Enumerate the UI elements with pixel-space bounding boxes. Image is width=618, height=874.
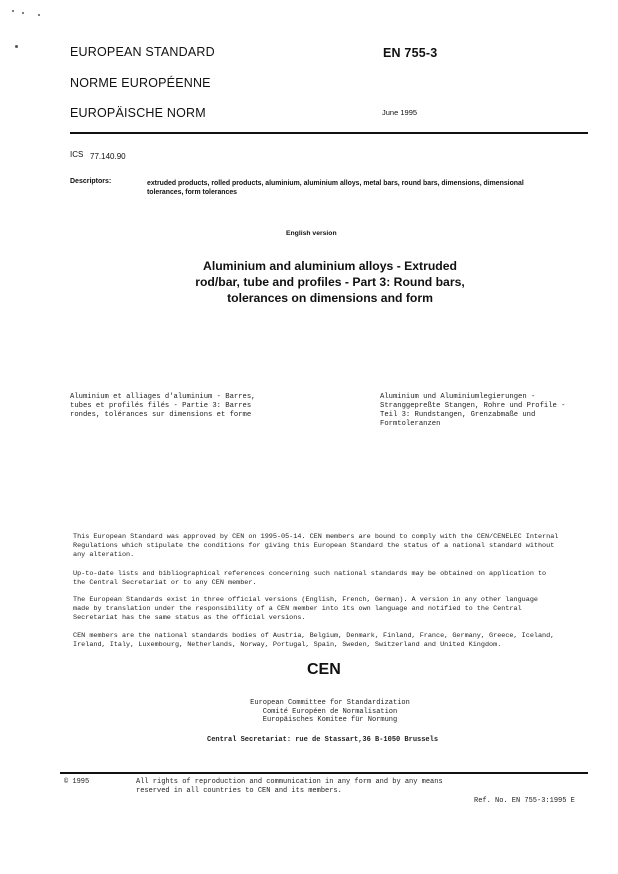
descriptors-label: Descriptors: xyxy=(70,178,112,185)
german-title xyxy=(380,393,590,429)
cen-name-de: Europäisches Komitee für Normung xyxy=(262,716,398,724)
paragraph-line: Up-to-date lists and bibliographical references concerning such national standards may be obtained on application to xyxy=(73,570,547,578)
paragraph-line: Ireland, Italy, Luxembourg, Netherlands, Norway, Portugal, Spain, Sweden, Switzerland and United Kingdom. xyxy=(73,641,502,649)
header-line-en: EUROPEAN STANDARD xyxy=(70,45,215,59)
paragraph-line: The European Standards exist in three official versions (English, French, German). A version in any other language xyxy=(73,596,538,604)
cen-name-fr: Comité Européen de Normalisation xyxy=(262,707,398,716)
header-line-de: EUROPÄISCHE NORM xyxy=(70,106,206,120)
french-title-line: rondes, tolérances sur dimensions et forme xyxy=(70,411,252,419)
descriptors-text xyxy=(147,179,592,197)
scan-speck xyxy=(22,12,24,14)
paragraph-line: CEN members are the national standards bodies of Austria, Belgium, Denmark, Finland, France, Germany, Greece, Iceland, xyxy=(73,632,555,640)
rights-statement xyxy=(136,778,443,796)
header-line-fr: NORME EUROPÉENNE xyxy=(70,76,211,90)
footer-rule xyxy=(60,772,588,774)
descriptors-line: tolerances, form tolerances xyxy=(147,189,237,196)
approval-line: any alteration. xyxy=(73,551,135,559)
german-title-line: Teil 3: Rundstangen, Grenzabmaße und xyxy=(380,411,536,419)
publication-date: June 1995 xyxy=(382,108,418,117)
document-title xyxy=(170,258,490,306)
official-versions-paragraph xyxy=(73,596,593,623)
national-standards-paragraph xyxy=(73,570,593,588)
german-title-line: Stranggepreßte Stangen, Rohre und Profile - xyxy=(380,402,566,410)
ics-label: ICS xyxy=(70,150,84,159)
german-title-line: Aluminium und Aluminiumlegierungen - xyxy=(380,393,536,401)
french-title xyxy=(70,393,275,420)
rights-line: All rights of reproduction and communication in any form and by any means xyxy=(136,778,443,786)
cen-members-paragraph xyxy=(73,632,593,650)
approval-line: This European Standard was approved by CEN on 1995-05-14. CEN members are bound to comply with the CEN/CENELEC Internal xyxy=(73,533,559,541)
approval-paragraph xyxy=(73,533,593,560)
approval-line: Regulations which stipulate the conditions for giving this European Standard the status of a national standard without xyxy=(73,542,555,550)
cen-names xyxy=(240,699,420,725)
standard-number: EN 755-3 xyxy=(383,46,438,60)
title-line: Aluminium and aluminium alloys - Extruded xyxy=(203,259,457,273)
rights-line: reserved in all countries to CEN and its members. xyxy=(136,787,342,795)
scan-speck xyxy=(38,14,40,16)
french-title-line: Aluminium et alliages d'aluminium - Barres, xyxy=(70,393,256,401)
french-title-line: tubes et profilés filés - Partie 3: Barres xyxy=(70,402,252,410)
cen-logo: CEN xyxy=(307,661,341,678)
paragraph-line: the Central Secretariat or to any CEN member. xyxy=(73,579,257,587)
german-title-line: Formtoleranzen xyxy=(380,420,441,428)
copyright: © 1995 xyxy=(64,778,90,786)
reference-number: Ref. No. EN 755-3:1995 E xyxy=(474,797,575,805)
ics-value: 77.140.90 xyxy=(90,152,126,161)
title-line: rod/bar, tube and profiles - Part 3: Round bars, xyxy=(195,275,465,289)
descriptors-line: extruded products, rolled products, aluminium, aluminium alloys, metal bars, round bars, dimensions, dimensional xyxy=(147,180,524,187)
title-line: tolerances on dimensions and form xyxy=(227,291,433,305)
paragraph-line: made by translation under the responsibility of a CEN member into its own language and notified to the Central xyxy=(73,605,522,613)
scan-speck xyxy=(12,10,14,12)
central-secretariat: Central Secretariat: rue de Stassart,36 B-1050 Brussels xyxy=(207,736,439,744)
paragraph-line: Secretariat has the same status as the official versions. xyxy=(73,614,306,622)
language-version: English version xyxy=(286,230,337,237)
cen-name-en: European Committee for Standardization xyxy=(250,699,410,707)
scan-speck xyxy=(15,45,18,48)
header-rule xyxy=(70,132,588,134)
